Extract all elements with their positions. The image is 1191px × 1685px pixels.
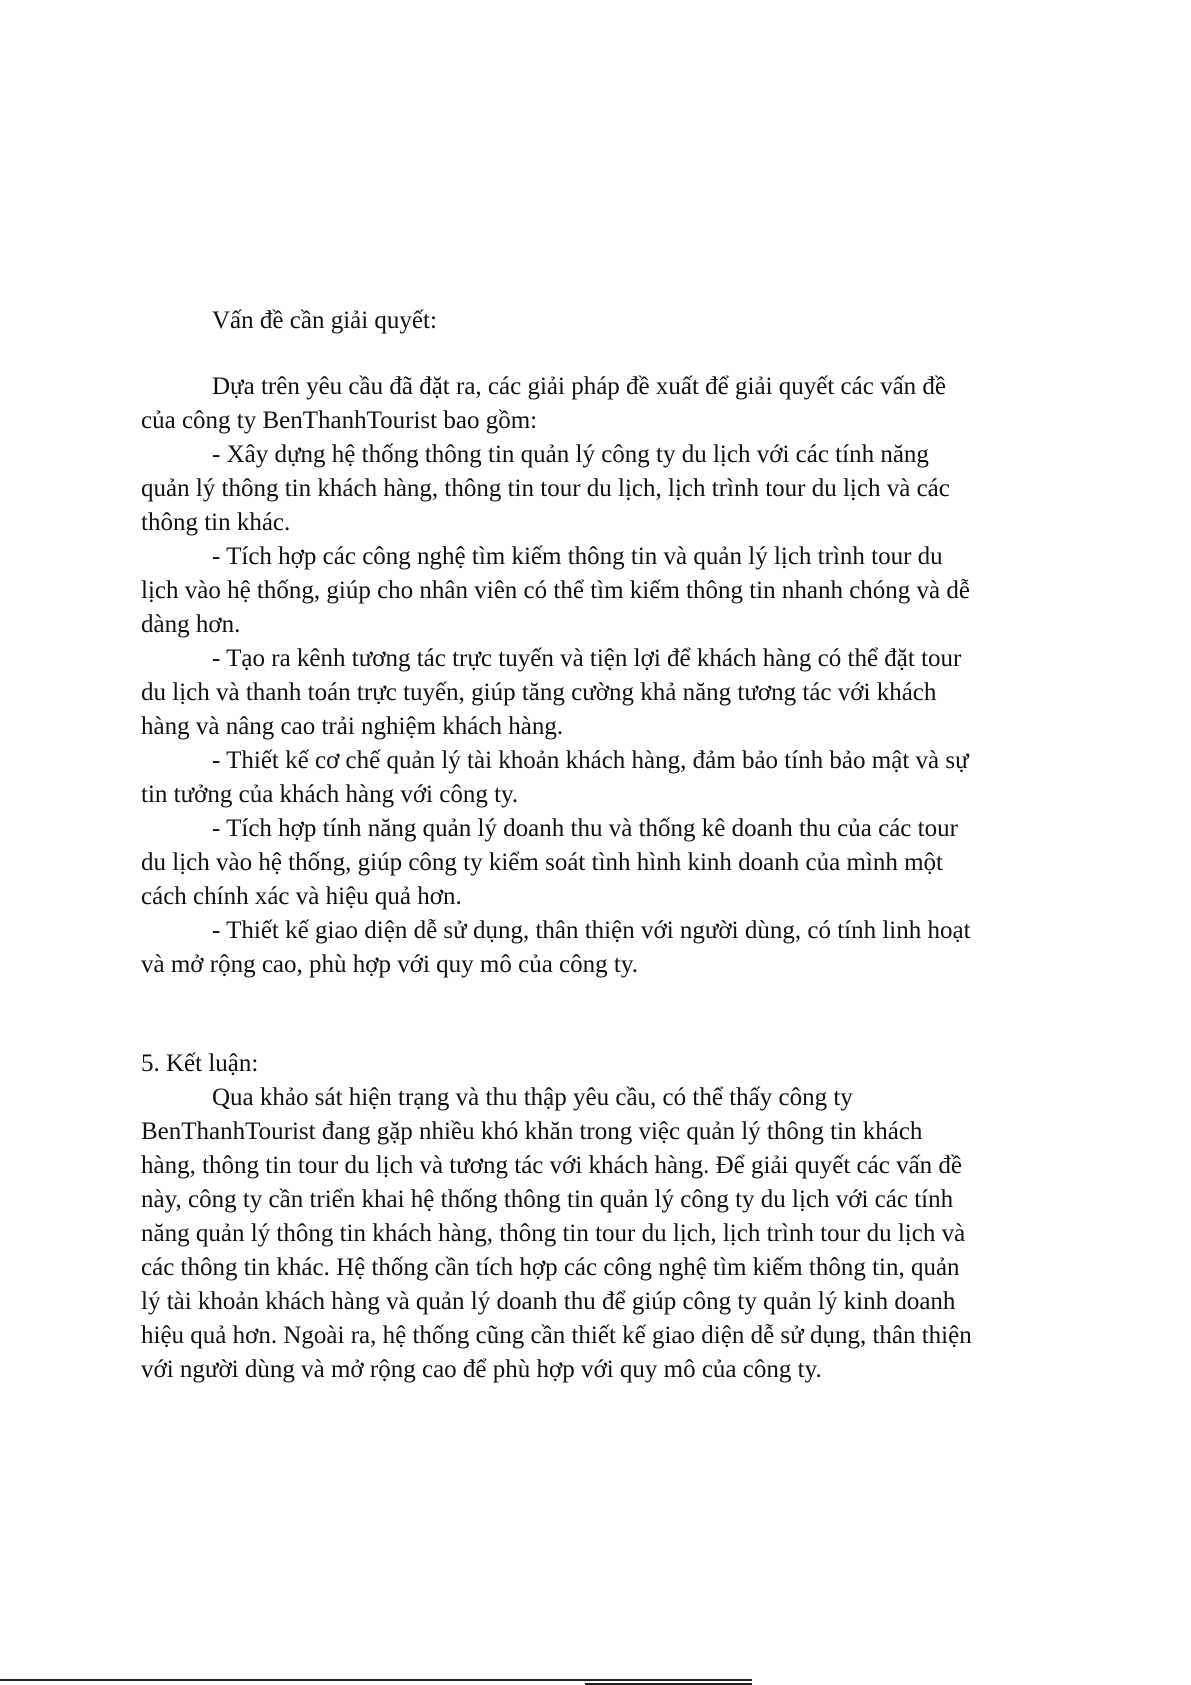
- bullet-line: du lịch vào hệ thống, giúp công ty kiểm soát tình hình kinh doanh của mình một: [141, 849, 943, 876]
- bullet-line: - Thiết kế giao diện dễ sử dụng, thân thiện với người dùng, có tính linh hoạt: [212, 917, 971, 944]
- conclusion-line: hàng, thông tin tour du lịch và tương tác với khách hàng. Để giải quyết các vấn đề: [141, 1152, 963, 1179]
- bullet-line: và mở rộng cao, phù hợp với quy mô của công ty.: [141, 951, 638, 978]
- conclusion-line: hiệu quả hơn. Ngoài ra, hệ thống cũng cần thiết kế giao diện dễ sử dụng, thân thiện: [141, 1322, 972, 1349]
- bullet-line: - Xây dựng hệ thống thông tin quản lý công ty du lịch với các tính năng: [212, 441, 929, 468]
- bullet-line: hàng và nâng cao trải nghiệm khách hàng.: [141, 713, 564, 740]
- conclusion-line: các thông tin khác. Hệ thống cần tích hợp các công nghệ tìm kiếm thông tin, quản: [141, 1254, 960, 1281]
- conclusion-line: BenThanhTourist đang gặp nhiều khó khăn trong việc quản lý thông tin khách: [141, 1118, 923, 1145]
- problem-heading: Vấn đề cần giải quyết:: [212, 307, 437, 334]
- bottom-divider: [0, 1679, 752, 1681]
- bullet-line: thông tin khác.: [141, 509, 291, 536]
- intro-line: của công ty BenThanhTourist bao gồm:: [141, 407, 538, 434]
- conclusion-line: này, công ty cần triển khai hệ thống thông tin quản lý công ty du lịch với các tính: [141, 1186, 954, 1213]
- bullet-line: dàng hơn.: [141, 611, 241, 638]
- bullet-line: quản lý thông tin khách hàng, thông tin tour du lịch, lịch trình tour du lịch và các: [141, 475, 950, 502]
- conclusion-line: với người dùng và mở rộng cao để phù hợp với quy mô của công ty.: [141, 1356, 822, 1383]
- bullet-line: tin tưởng của khách hàng với công ty.: [141, 781, 519, 808]
- conclusion-heading: 5. Kết luận:: [141, 1050, 259, 1077]
- bullet-line: - Tạo ra kênh tương tác trực tuyến và tiện lợi để khách hàng có thể đặt tour: [212, 645, 962, 672]
- bullet-line: - Thiết kế cơ chế quản lý tài khoản khách hàng, đảm bảo tính bảo mật và sự: [212, 747, 969, 774]
- bullet-line: cách chính xác và hiệu quả hơn.: [141, 883, 462, 910]
- conclusion-line: Qua khảo sát hiện trạng và thu thập yêu cầu, có thể thấy công ty: [212, 1084, 853, 1111]
- bullet-line: - Tích hợp tính năng quản lý doanh thu và thống kê doanh thu của các tour: [212, 815, 958, 842]
- intro-line: Dựa trên yêu cầu đã đặt ra, các giải pháp đề xuất để giải quyết các vấn đề: [212, 373, 947, 400]
- bullet-line: lịch vào hệ thống, giúp cho nhân viên có thể tìm kiếm thông tin nhanh chóng và dễ: [141, 577, 970, 604]
- bullet-line: du lịch và thanh toán trực tuyến, giúp tăng cường khả năng tương tác với khách: [141, 679, 937, 706]
- bullet-line: - Tích hợp các công nghệ tìm kiếm thông tin và quản lý lịch trình tour du: [212, 543, 943, 570]
- conclusion-line: năng quản lý thông tin khách hàng, thông tin tour du lịch, lịch trình tour du lịch và: [141, 1220, 966, 1247]
- conclusion-line: lý tài khoản khách hàng và quản lý doanh thu để giúp công ty quản lý kinh doanh: [141, 1288, 956, 1315]
